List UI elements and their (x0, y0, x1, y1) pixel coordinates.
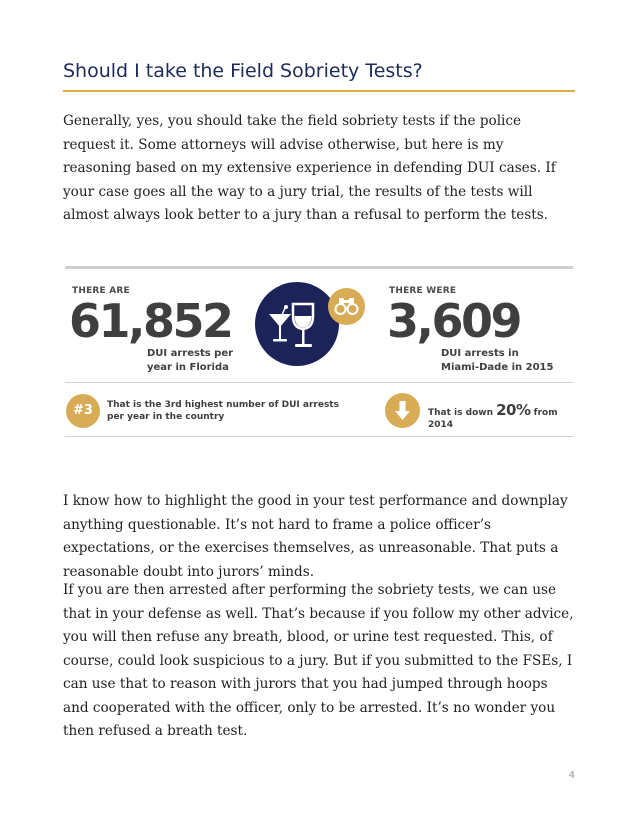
miami-dade-arrest-count: 3,609 (387, 294, 521, 348)
cocktail-and-wine-glass-icon (255, 282, 339, 366)
rank-badge: #3 (66, 394, 100, 428)
down-arrow-icon (385, 393, 420, 428)
florida-label-line2: year in Florida (147, 362, 229, 373)
right-eyebrow: THERE WERE (389, 286, 457, 296)
florida-label-line1: DUI arrests per (147, 348, 234, 359)
paragraph-intro: Generally, yes, you should take the field sobriety tests if the police request it. Some attorneys will advise otherwise, but here is my reasoning based on my extensive experience in defending DUI cases. If your case goes all the way to a jury trial, the results of the tests will almost always look better to a jury than a refusal to perform the tests. (63, 113, 556, 223)
paragraph-arrest-defense: If you are then arrested after performing the sobriety tests, we can use that in your defense as well. That’s because if you follow my other advice, you will then refuse any breath, blood, or urine test requested. This, of course, could look suspicious to a jury. But if you submitted to the FSEs, I can use that to reason with jurors that you had jumped through hoops and cooperated with the officer, only to be arrested. It’s no wonder you then refused a breath test. (63, 582, 574, 739)
paragraph-highlight: I know how to highlight the good in your test performance and downplay anything questionable. It’s not hard to frame a police officer’s expectations, or the exercises themselves, as unreasonable. That puts a reasonable doubt into jurors’ minds. (63, 493, 568, 580)
florida-label (147, 347, 233, 375)
rank-fact-line2: per year in the country (107, 412, 225, 422)
trend-prefix: That is down (428, 408, 493, 418)
binoculars-icon (328, 288, 365, 325)
florida-arrest-count: 61,852 (69, 294, 232, 348)
heading-underline (63, 90, 575, 92)
page-number: 4 (568, 770, 575, 781)
rank-fact-line1: That is the 3rd highest number of DUI arrests (107, 400, 339, 410)
infographic-middle-divider (65, 382, 573, 383)
trend-percent: 20% (496, 401, 531, 419)
dui-stats-infographic (63, 266, 573, 441)
section-heading: Should I take the Field Sobriety Tests? (63, 60, 423, 82)
infographic-bottom-divider (65, 436, 573, 437)
trend-fact (428, 401, 573, 431)
trend-suffix: from 2014 (428, 408, 558, 430)
miami-dade-label-line1: DUI arrests in (441, 348, 519, 359)
left-eyebrow: THERE ARE (72, 286, 130, 296)
miami-dade-label-line2: Miami-Dade in 2015 (441, 362, 554, 373)
infographic-top-divider (65, 266, 573, 269)
rank-fact (107, 399, 339, 423)
miami-dade-label (441, 347, 553, 375)
